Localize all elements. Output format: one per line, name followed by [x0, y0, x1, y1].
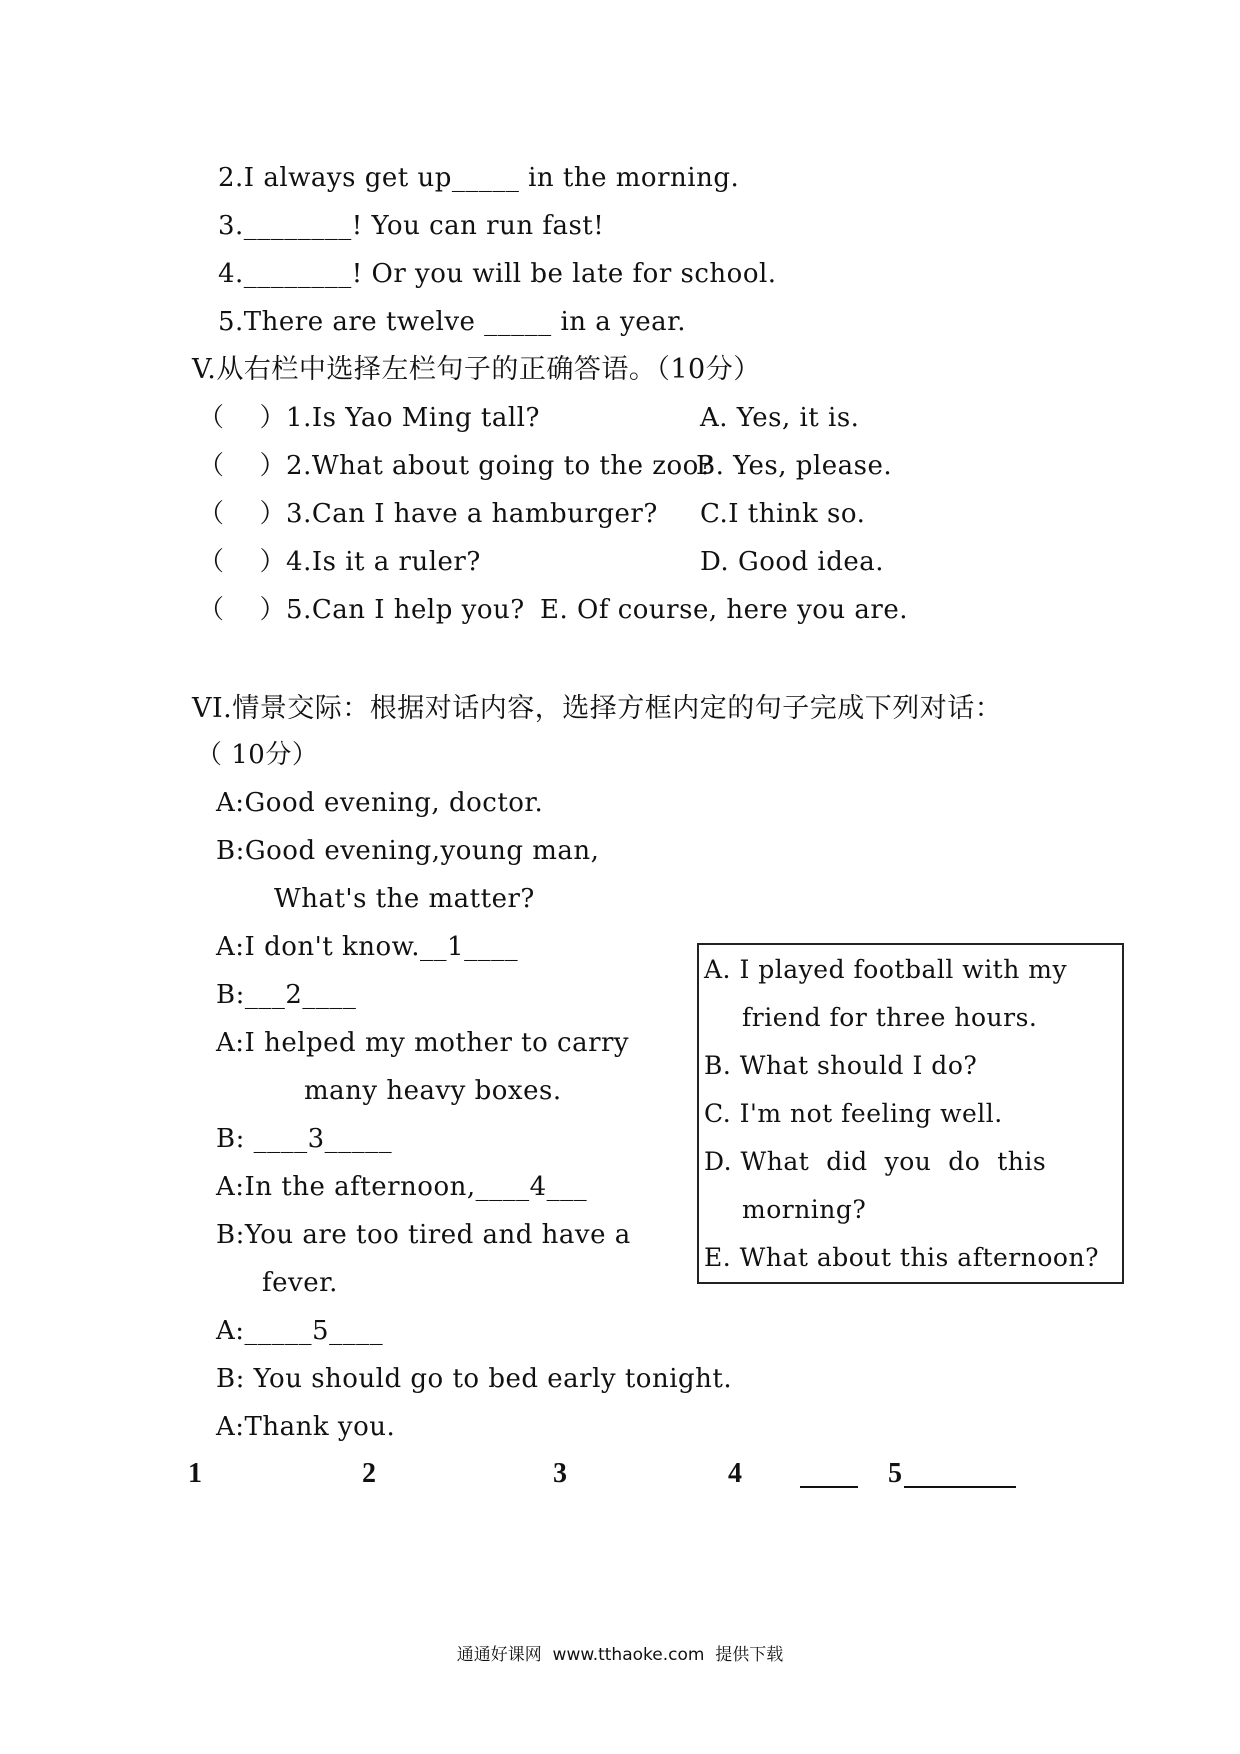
dialogue-line-5: B:___2____ [216, 980, 357, 1010]
fill-item-2: 2.I always get up_____ in the morning. [218, 163, 740, 193]
section6-heading: VI.情景交际：根据对话内容，选择方框内定的句子完成下列对话： [192, 693, 1003, 724]
answer-label-4: 4 [728, 1458, 742, 1489]
dialogue-line-12: A:_____5____ [216, 1316, 384, 1346]
answer-blank-5 [904, 1486, 1016, 1488]
section6-points: （ 10分） [196, 740, 319, 770]
answer-label-3: 3 [553, 1458, 567, 1489]
option-a-line-2: friend for three hours. [742, 1003, 1038, 1032]
fill-item-5: 5.There are twelve _____ in a year. [218, 307, 686, 337]
answer-label-2: 2 [362, 1458, 376, 1489]
match-question-5: （ ）5.Can I help you? [198, 595, 525, 625]
match-answer-c: C.I think so. [700, 499, 866, 529]
dialogue-line-14: A:Thank you. [216, 1412, 396, 1442]
dialogue-line-3: What's the matter? [274, 884, 535, 914]
fill-item-3: 3.________! You can run fast! [218, 211, 605, 241]
match-answer-a: A. Yes, it is. [700, 403, 860, 433]
dialogue-line-4: A:I don't know.__1____ [216, 932, 519, 962]
match-answer-b: B. Yes, please. [696, 451, 893, 481]
dialogue-line-7: many heavy boxes. [304, 1076, 562, 1106]
option-d-line-2: morning? [742, 1195, 867, 1224]
option-c: C. I'm not feeling well. [704, 1099, 1003, 1128]
dialogue-line-2: B:Good evening,young man, [216, 836, 600, 866]
dialogue-line-13: B: You should go to bed early tonight. [216, 1364, 733, 1394]
match-question-1: （ ）1.Is Yao Ming tall? [198, 403, 540, 433]
dialogue-line-8: B: ____3_____ [216, 1124, 393, 1154]
answer-label-5: 5 [888, 1458, 902, 1489]
fill-item-4: 4.________! Or you will be late for school. [218, 259, 777, 289]
dialogue-line-6: A:I helped my mother to carry [216, 1028, 630, 1058]
dialogue-line-11: fever. [262, 1268, 338, 1298]
option-a-line-1: A. I played football with my [704, 955, 1068, 984]
match-question-3: （ ）3.Can I have a hamburger? [198, 499, 658, 529]
option-b: B. What should I do? [704, 1051, 978, 1080]
answer-label-1: 1 [188, 1458, 202, 1489]
option-d-line-1: D. What did you do this [704, 1147, 1047, 1176]
match-answer-e: E. Of course, here you are. [540, 595, 909, 625]
match-question-4: （ ）4.Is it a ruler? [198, 547, 481, 577]
dialogue-line-10: B:You are too tired and have a [216, 1220, 631, 1250]
match-answer-d: D. Good idea. [700, 547, 885, 577]
option-e: E. What about this afternoon? [704, 1243, 1099, 1272]
section5-heading: V.从右栏中选择左栏句子的正确答语。（10分） [192, 354, 761, 385]
dialogue-line-9: A:In the afternoon,____4___ [216, 1172, 588, 1202]
answer-blank-4 [800, 1486, 858, 1488]
dialogue-line-1: A:Good evening, doctor. [216, 788, 544, 818]
footer-source: 通通好课网 www.tthaoke.com 提供下载 [456, 1645, 784, 1665]
match-question-2: （ ）2.What about going to the zoo? [198, 451, 714, 481]
